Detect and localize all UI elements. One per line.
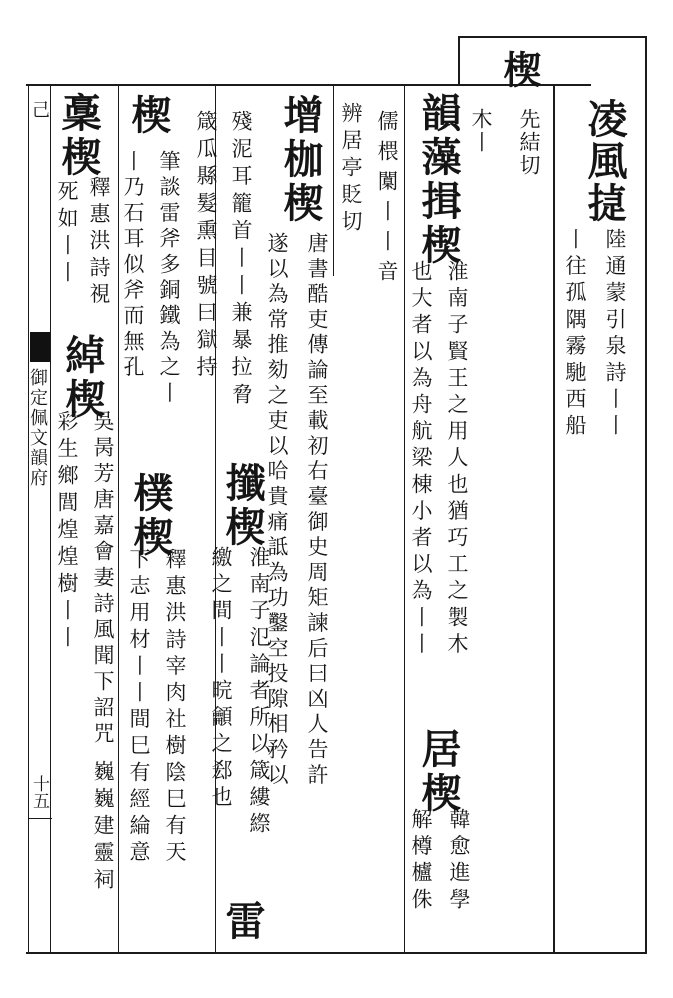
entry-text: 丨往孤隅霧馳西船 [563,228,587,441]
frame-right-rule [645,36,647,954]
entry-headword: 楔 [125,94,172,134]
head-box-right-rule [553,84,555,954]
entry-headword: 居楔 [415,728,462,816]
entry-text: 箴瓜縣髮熏目號曰獄持 [194,110,218,383]
column-divider [333,86,334,276]
entry-text: 韓愈進學 [447,808,471,915]
head-box-left-rule [458,36,460,86]
head-entry-reading: 木丨 [469,108,493,154]
entry-text: 下志用材丨丨間巳有經綸意 [127,548,151,868]
margin-top-glyph: 己 [29,100,50,118]
section-marker-yunzao: 韻藻揖楔 [415,92,462,268]
entry-text: 釋惠洪詩視 [87,176,111,309]
entry-text: 彩生鄉閭煌煌樹丨丨 [55,410,79,653]
margin-right-rule [50,86,51,952]
entry-text: 釋惠洪詩宰肉社樹陰巳有天 [163,548,187,868]
entry-headword: 攕楔 [219,462,266,550]
entry-text: 繳之間丨丨晥龥之郄也 [209,546,233,812]
entry-headword: 樸楔 [127,472,174,560]
section-marker-zeng: 增枷楔 [277,94,324,226]
entry-text: 遂以為常推劾之吏以哈貴痛詆為功鑿空投隙相矜以 [265,232,289,789]
entry-text: 解樽櫨侏 [409,808,433,915]
entry-text: 淮南子賢王之用人也猶巧工之製木 [445,260,469,659]
entry-text: 吳昺芳唐嘉會妻詩風聞下詔咒 [91,410,115,748]
entry-text: 陸通蒙引泉詩丨丨 [603,228,627,441]
entry-headword: 綽楔 [59,334,106,422]
entry-text: 殘泥耳籠首丨丨兼暴拉脅 [229,110,253,411]
entry-text: 筆談雷斧多銅鐵為之丨 [157,150,181,407]
margin-page-number-rule [28,818,52,819]
column-divider [404,86,405,952]
margin-page-number: 十五 [29,775,49,809]
column-divider [118,86,119,952]
margin-black-fishtail [30,332,50,362]
margin-book-title: 御定佩文韻府 [27,368,48,488]
head-entry-word: 楔 [497,50,542,88]
entry-text: 淮南子氾論者所以箴縷縩 [247,546,271,839]
entry-text: 也大者以為舟航梁棟小者以為丨丨 [409,260,433,659]
margin-left-rule [28,86,29,952]
entry-text: 儒椳闑丨丨音 [375,110,399,290]
entry-text: 辨居亭貶切 [339,102,363,237]
entry-text: 巍巍建靈祠 [91,760,115,895]
entry-headword: 凌風㨗 [581,98,628,224]
head-entry-reading: 先結切 [517,108,541,177]
entry-text: 死如丨丨 [55,180,79,288]
entry-headword: 稾楔 [55,92,102,180]
entry-headword: 雷 [219,900,266,940]
frame-top-right-rule [458,36,647,38]
entry-text: 丨乃石耳似斧而無孔 [121,150,145,382]
entry-text: 唐書酷吏傳論至載初右臺御史周矩諫后曰凶人告許 [305,232,329,789]
